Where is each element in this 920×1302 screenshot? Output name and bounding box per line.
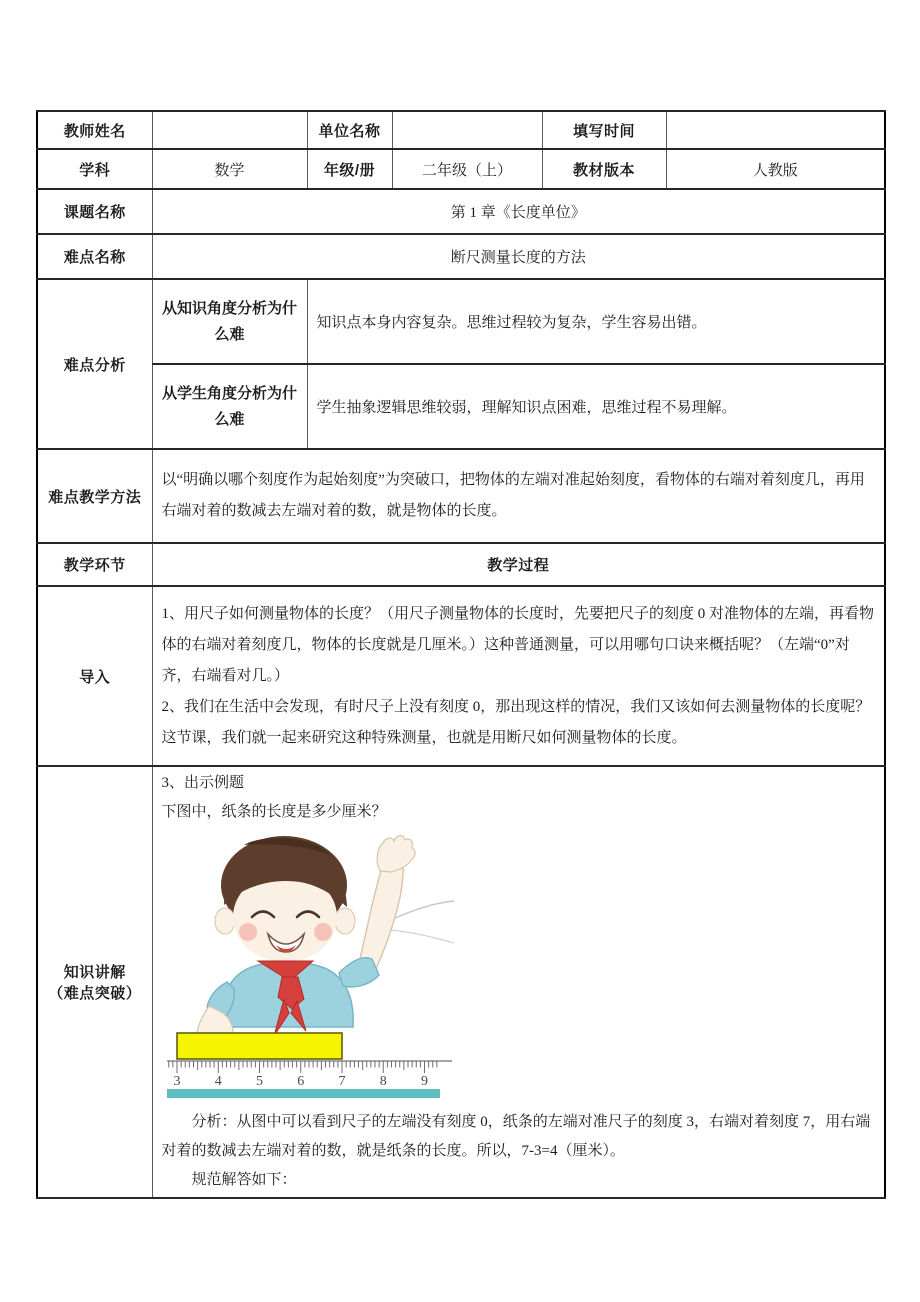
topic-name-value: 第 1 章《长度单位》 xyxy=(152,189,885,234)
grade-value: 二年级（上） xyxy=(392,149,542,189)
ruler-edge-bar xyxy=(167,1089,440,1098)
table-row xyxy=(37,111,885,149)
teacher-name-label: 教师姓名 xyxy=(37,111,152,149)
stage-label: 教学环节 xyxy=(37,543,152,586)
table-row xyxy=(37,586,885,766)
example-intro-line: 3、出示例题 xyxy=(161,775,245,791)
knowledge-explain-label xyxy=(37,766,152,1198)
topic-name-label: 课题名称 xyxy=(37,189,152,234)
svg-text:6: 6 xyxy=(296,1074,304,1089)
teaching-method-label: 难点教学方法 xyxy=(37,449,152,543)
intro-label: 导入 xyxy=(37,586,152,766)
student-angle-label: 从学生角度分析为什么难 xyxy=(152,364,307,449)
svg-text:5: 5 xyxy=(255,1074,263,1089)
boy-figure xyxy=(196,836,414,1046)
difficulty-name-label: 难点名称 xyxy=(37,234,152,279)
ruler-ticks xyxy=(168,1061,436,1073)
difficulty-name-value: 断尺测量长度的方法 xyxy=(152,234,885,279)
table-row xyxy=(37,189,885,234)
svg-text:9: 9 xyxy=(420,1074,428,1089)
subject-value: 数学 xyxy=(152,149,307,189)
table-row xyxy=(37,543,885,586)
difficulty-analysis-label: 难点分析 xyxy=(37,279,152,449)
fill-date-value xyxy=(666,111,885,149)
edition-label: 教材版本 xyxy=(542,149,666,189)
example-question-line: 下图中，纸条的长度是多少厘米？ xyxy=(161,804,387,820)
svg-text:8: 8 xyxy=(379,1074,387,1089)
unit-name-value xyxy=(392,111,542,149)
teacher-name-value xyxy=(152,111,307,149)
table-row xyxy=(37,449,885,543)
intro-paragraph-2: 2、我们在生活中会发现，有时尺子上没有刻度 0，那出现这样的情况，我们又该如何去测量物体的长度呢？这节课，我们就一起来研究这种特殊测量，也就是用断尺如何测量物体的长度。 xyxy=(161,698,871,746)
svg-text:4: 4 xyxy=(214,1074,222,1089)
ruler xyxy=(167,1061,452,1098)
grade-label: 年级/册 xyxy=(307,149,392,189)
student-angle-value: 学生抽象逻辑思维较弱，理解知识点困难，思维过程不易理解。 xyxy=(307,364,885,449)
fill-date-label: 填写时间 xyxy=(542,111,666,149)
lesson-plan-table xyxy=(36,110,886,1199)
knowledge-explain-label-line2: （难点突破） xyxy=(48,985,142,1002)
knowledge-explain-content xyxy=(152,766,885,1198)
knowledge-explain-label-line1: 知识讲解 xyxy=(63,964,126,981)
boy-ruler-illustration xyxy=(164,831,456,1101)
process-header: 教学过程 xyxy=(152,543,885,586)
svg-text:7: 7 xyxy=(338,1074,345,1089)
teaching-method-value: 以“明确以哪个刻度作为起始刻度”为突破口，把物体的左端对准起始刻度，看物体的右端对着刻度几，再用右端对着的数减去左端对着的数，就是物体的长度。 xyxy=(152,449,885,543)
table-row xyxy=(37,149,885,189)
intro-paragraph-1: 1、用尺子如何测量物体的长度？（用尺子测量物体的长度时，先要把尺子的刻度 0 对准物体的左端，再看物体的右端对着刻度几，物体的长度就是几厘米。）这种普通测量，可以用哪句口诀来概括呢？（左端“0”对齐，右端看对几。） xyxy=(161,605,875,684)
analysis-paragraph: 分析：从图中可以看到尺子的左端没有刻度 0，纸条的左端对准尺子的刻度 3，右端对着刻度 7，用右端对着的数减去左端对着的数，就是纸条的长度。所以，7-3=4（厘米）。 xyxy=(161,1114,871,1159)
table-row xyxy=(37,766,885,1198)
table-row xyxy=(37,279,885,364)
ruler-numbers xyxy=(173,1074,428,1089)
knowledge-angle-label: 从知识角度分析为什么难 xyxy=(152,279,307,364)
table-row xyxy=(37,234,885,279)
intro-content xyxy=(152,586,885,766)
example-figure xyxy=(164,831,876,1106)
subject-label: 学科 xyxy=(37,149,152,189)
svg-text:3: 3 xyxy=(173,1074,180,1089)
table-row xyxy=(37,364,885,449)
closing-line: 规范解答如下： xyxy=(191,1172,297,1188)
unit-name-label: 单位名称 xyxy=(307,111,392,149)
paper-strip xyxy=(177,1033,342,1059)
knowledge-angle-value: 知识点本身内容复杂。思维过程较为复杂，学生容易出错。 xyxy=(307,279,885,364)
edition-value: 人教版 xyxy=(666,149,885,189)
